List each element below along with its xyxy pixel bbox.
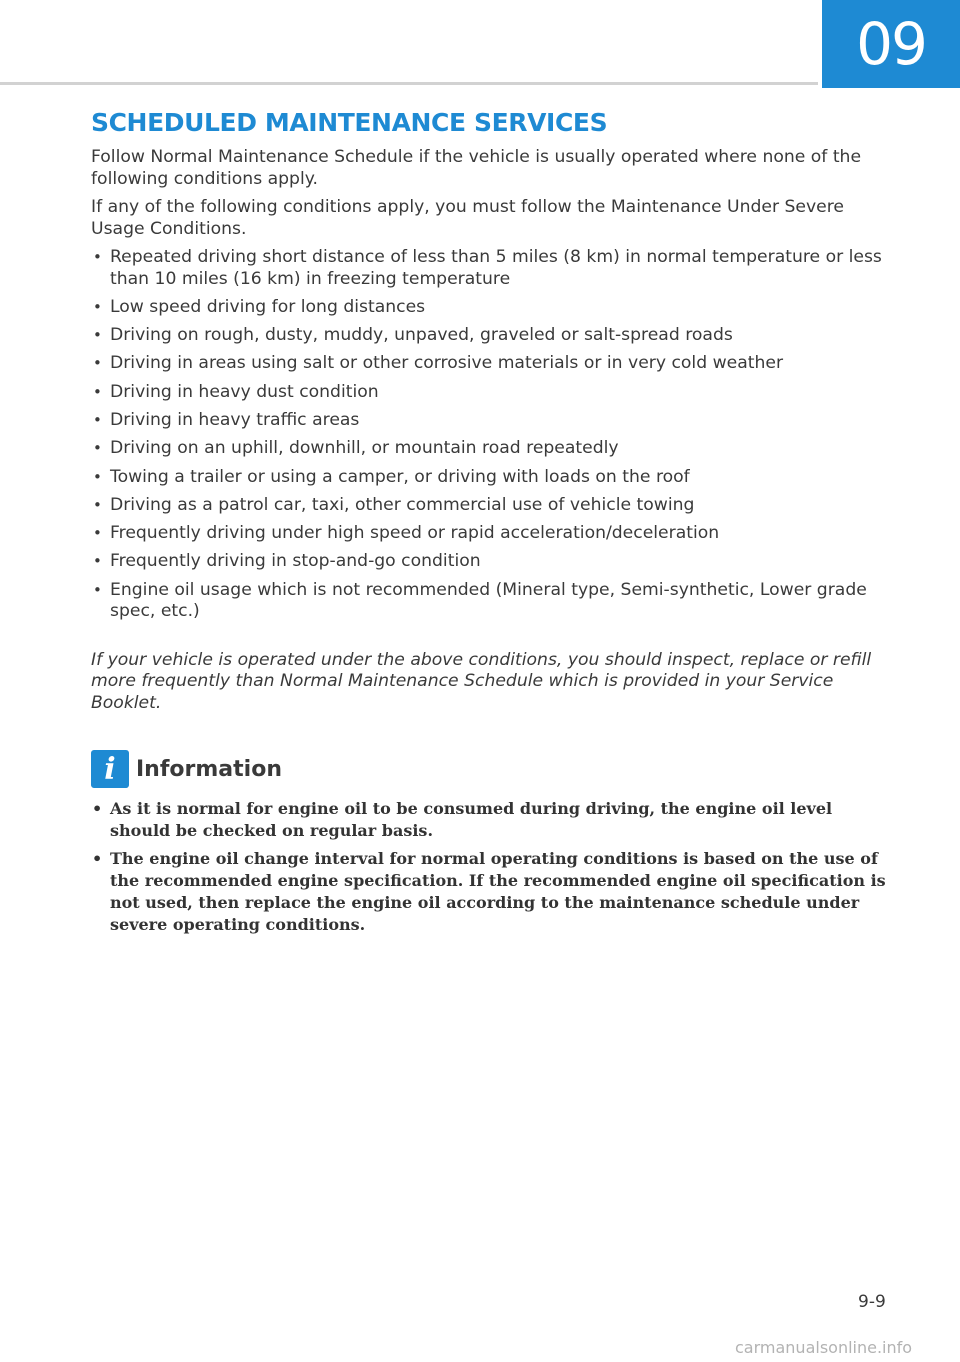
list-item: • Low speed driving for long distances bbox=[91, 297, 891, 319]
intro-paragraph-normal: Follow Normal Maintenance Schedule if the vehicle is usually operated where none of the following conditions apply. bbox=[91, 147, 862, 189]
chapter-tab: 09 bbox=[822, 0, 960, 88]
list-item: • Driving as a patrol car, taxi, other commercial use of vehicle towing bbox=[91, 495, 891, 517]
header-rule bbox=[0, 82, 818, 85]
information-heading bbox=[91, 750, 891, 788]
severe-conditions-list bbox=[91, 247, 891, 623]
information-list bbox=[91, 798, 891, 936]
section-title: SCHEDULED MAINTENANCE SERVICES bbox=[91, 108, 608, 137]
list-item: • Repeated driving short distance of less than 5 miles (8 km) in normal temperature or less than 10 miles (16 km) in freezing temperature bbox=[91, 247, 891, 290]
list-item: • As it is normal for engine oil to be consumed during driving, the engine oil level should be checked on regular basis. bbox=[91, 798, 891, 842]
list-item: • Frequently driving in stop-and-go condition bbox=[91, 551, 891, 573]
inspection-note: If your vehicle is operated under the above conditions, you should inspect, replace or refill more frequently than Normal Maintenance Schedule which is provided in your Service Booklet. bbox=[91, 649, 872, 713]
list-item: • Towing a trailer or using a camper, or driving with loads on the roof bbox=[91, 467, 891, 489]
page-content bbox=[91, 108, 891, 942]
page-number: 9-9 bbox=[858, 1292, 886, 1312]
list-item: • Frequently driving under high speed or rapid acceleration/deceleration bbox=[91, 523, 891, 545]
list-item: • The engine oil change interval for normal operating conditions is based on the use of the recommended engine specification. If the recommended engine oil specification is not used, then replace the engine oil according to the maintenance schedule under severe operating conditions. bbox=[91, 848, 891, 936]
information-title: Information bbox=[136, 756, 282, 782]
list-item: • Driving in heavy traffic areas bbox=[91, 410, 891, 432]
list-item: • Driving in heavy dust condition bbox=[91, 382, 891, 404]
intro-paragraph-severe: If any of the following conditions apply, you must follow the Maintenance Under Severe Usage Conditions. bbox=[91, 197, 844, 239]
watermark: carmanualsonline.info bbox=[735, 1338, 913, 1357]
info-icon: i bbox=[91, 750, 129, 788]
list-item: • Driving in areas using salt or other corrosive materials or in very cold weather bbox=[91, 353, 891, 375]
list-item: • Driving on an uphill, downhill, or mountain road repeatedly bbox=[91, 438, 891, 460]
list-item: • Driving on rough, dusty, muddy, unpaved, graveled or salt-spread roads bbox=[91, 325, 891, 347]
list-item: • Engine oil usage which is not recommended (Mineral type, Semi-synthetic, Lower grade spec, etc.) bbox=[91, 580, 891, 623]
